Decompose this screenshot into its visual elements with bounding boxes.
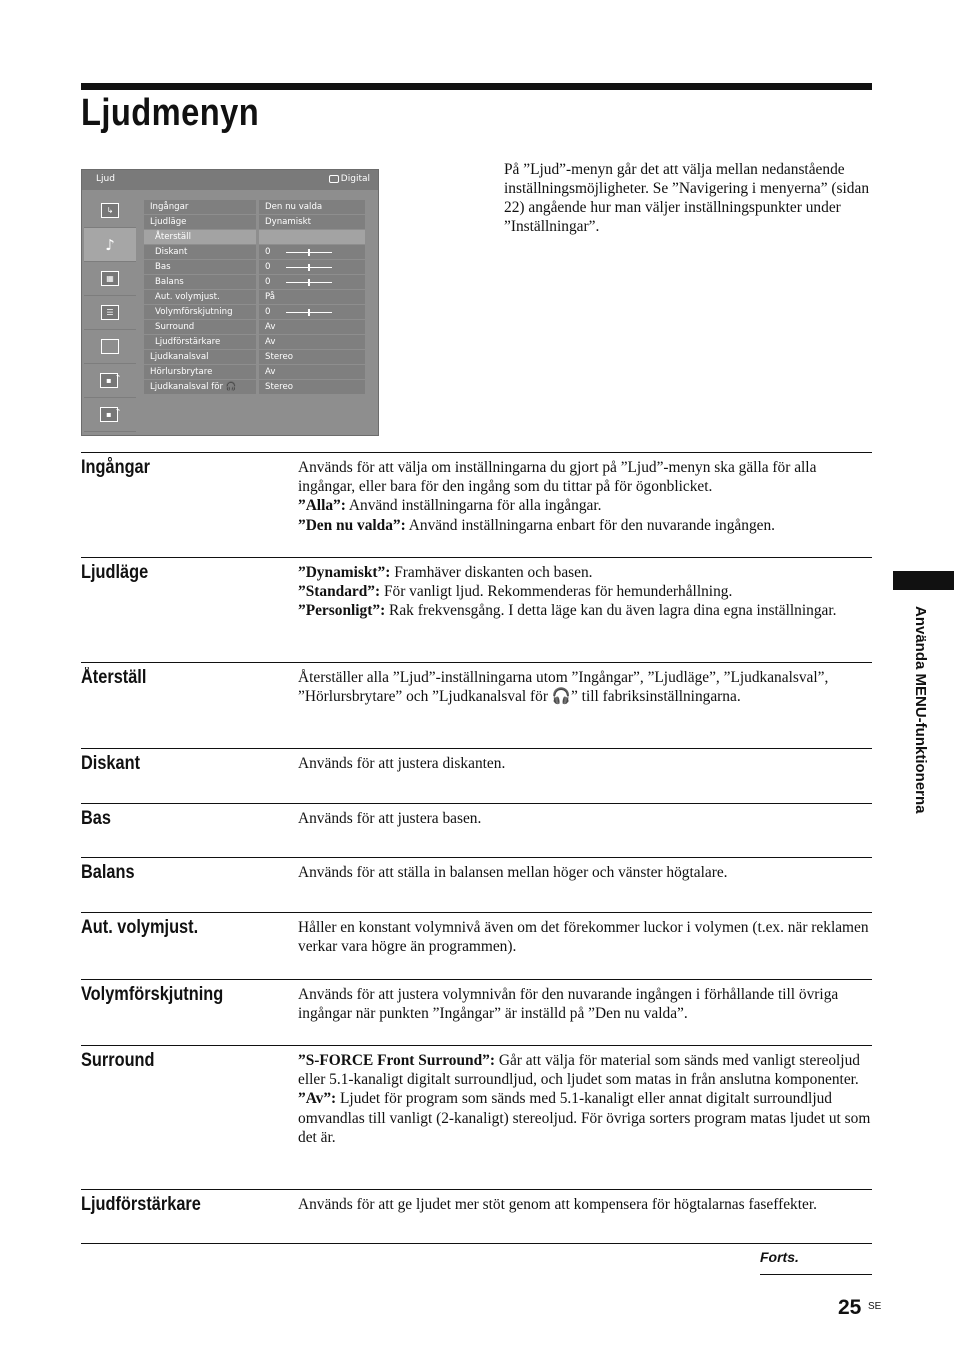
option-text: Rak frekvensgång. I detta läge kan du även lagra dina egna inställningar.	[385, 602, 837, 620]
section-rule	[81, 979, 872, 980]
section-rule	[81, 1045, 872, 1046]
description-line	[298, 985, 876, 1023]
option-text: Används för att justera basen.	[298, 810, 482, 827]
option-text: Används för att justera volymnivån för den nuvarande ingången i förhållande till övriga ingångar när punkten ”Ingångar” är inställd på ”Den nu valda”.	[298, 986, 839, 1023]
setting-term: Ingångar	[81, 457, 151, 478]
setting-term: Surround	[81, 1050, 155, 1071]
option-name: ”Personligt”:	[298, 602, 386, 620]
tv-menu-row	[144, 200, 365, 215]
tv-menu-row-value: Av	[259, 365, 365, 379]
side-tab-label: Använda MENU-funktionerna	[912, 606, 929, 814]
setting-description	[298, 1195, 876, 1214]
tv-menu-row-value: 0	[259, 275, 365, 289]
option-name: ”Dynamiskt”:	[298, 564, 391, 581]
tv-menu-row-value: Dynamiskt	[259, 215, 365, 229]
tv-menu-row-value: Stereo	[259, 350, 365, 364]
tv-menu-row-name: Ljudläge	[144, 215, 256, 229]
slider-knob	[308, 249, 310, 256]
tv-menu-row	[144, 290, 365, 305]
tv-menu-row-name: Återställ	[144, 230, 256, 244]
tv-menu-row	[144, 245, 365, 260]
tv-menu-row-name: Ljudkanalsval för 🎧	[144, 380, 256, 394]
option-name: ”Av”:	[298, 1090, 337, 1108]
setting-description	[298, 918, 876, 956]
tv-menu-row-value: Den nu valda	[259, 200, 365, 214]
tv-menu-row-name: Ingångar	[144, 200, 256, 214]
setting-description	[298, 563, 876, 621]
option-name: ”Den nu valda”:	[298, 516, 406, 534]
tv-menu-row	[144, 320, 365, 335]
tv-menu-row-value: Av	[259, 335, 365, 349]
tv-menu-row-name: Aut. volymjust.	[144, 290, 256, 304]
tv-menu-row-name: Bas	[144, 260, 256, 274]
setting-term: Ljudförstärkare	[81, 1194, 201, 1215]
option-name: ”Alla”:	[298, 497, 346, 515]
option-text: Framhäver diskanten och basen.	[390, 564, 593, 581]
tv-menu-row-name: Volymförskjutning	[144, 305, 256, 319]
option-text: Håller en konstant volymnivå även om det förekommer luckor i volymen (t.ex. när reklamen verkar vara högre än programmen).	[298, 919, 869, 956]
description-line	[298, 918, 876, 956]
slider-knob	[308, 264, 310, 271]
continued-label: Forts.	[760, 1249, 799, 1265]
tv-menu-row-value: 0	[259, 260, 365, 274]
monitor-icon	[84, 330, 136, 364]
setting-term: Ljudläge	[81, 562, 149, 583]
description-line	[298, 1195, 876, 1214]
tv-menu-row-value	[259, 230, 365, 244]
tv-menu-row	[144, 275, 365, 290]
input-icon: ↳	[84, 194, 136, 228]
description-line	[298, 668, 876, 706]
option-name: ”Standard”:	[298, 583, 381, 601]
option-text: Används för att justera diskanten.	[298, 755, 506, 772]
tv-menu-row-name: Surround	[144, 320, 256, 334]
description-line	[298, 496, 876, 515]
option-text: För vanligt ljud. Rekommenderas för hemunderhållning.	[380, 583, 733, 601]
tv-menu-row-value: På	[259, 290, 365, 304]
description-line	[298, 458, 876, 496]
tv-menu-header	[82, 170, 378, 190]
continued-rule	[760, 1274, 872, 1275]
description-line	[298, 563, 876, 582]
settings-list-icon: ☰	[84, 296, 136, 330]
option-text: Använd inställningarna enbart för den nuvarande ingången.	[405, 516, 776, 534]
tv-menu-row	[144, 380, 365, 395]
tv-menu-row	[144, 365, 365, 380]
tv-menu-row-name: Hörlursbrytare	[144, 365, 256, 379]
section-rule	[81, 748, 872, 749]
page-suffix: SE	[868, 1301, 882, 1312]
section-rule	[81, 857, 872, 858]
description-line	[298, 809, 876, 828]
option-name: ”S-FORCE Front Surround”:	[298, 1052, 495, 1069]
tv-menu-row-name: Ljudförstärkare	[144, 335, 256, 349]
description-line	[298, 516, 876, 535]
option-text: Använd inställningarna för alla ingångar.	[345, 497, 602, 515]
tv-menu-title: Ljud	[96, 174, 115, 184]
description-line	[298, 1089, 876, 1147]
option-text: Återställer alla ”Ljud”-inställningarna utom ”Ingångar”, ”Ljudläge”, ”Ljudkanalsval”, ”Hörlursbrytare” och ”Ljudkanalsval för 🎧” till fabriksinställningarna.	[298, 669, 829, 706]
description-line	[298, 601, 876, 620]
tv-menu-screenshot	[81, 169, 379, 436]
section-rule	[81, 452, 872, 453]
tv-menu-row	[144, 350, 365, 365]
tv-menu-sidebar	[84, 194, 136, 434]
av-icon: ▪ ⌁	[84, 398, 136, 432]
setting-description	[298, 458, 876, 535]
setting-term: Volymförskjutning	[81, 984, 224, 1005]
tv-menu-row-value: Av	[259, 320, 365, 334]
option-text: Går att välja för material som sänds med vanligt stereoljud eller 5.1-kanaligt digitalt surroundljud, och ljudet som matas in från anslutna komponenter.	[298, 1052, 860, 1089]
description-line	[298, 863, 876, 882]
setting-description	[298, 809, 876, 828]
side-tab-marker	[893, 571, 954, 590]
description-line	[298, 754, 876, 773]
section-rule	[81, 912, 872, 913]
section-rule	[81, 1243, 872, 1244]
description-line	[298, 1051, 876, 1089]
tv-menu-row	[144, 335, 365, 350]
music-note-icon: ♪	[84, 228, 136, 262]
setting-term: Diskant	[81, 753, 141, 774]
setting-description	[298, 668, 876, 706]
tv-menu-row	[144, 230, 365, 245]
tv-menu-row-value: 0	[259, 245, 365, 259]
option-text: Används för att ge ljudet mer stöt genom att kompensera för högtalarnas faseffekter.	[298, 1196, 817, 1213]
option-text: Används för att välja om inställningarna du gjort på ”Ljud”-menyn ska gälla för alla ingångar, eller bara för den ingång som du tittar på för ögonblicket.	[298, 459, 817, 496]
section-rule	[81, 1189, 872, 1190]
page-number: 25	[838, 1296, 862, 1319]
tv-menu-row	[144, 260, 365, 275]
intro-text: På ”Ljud”-menyn går det att välja mellan nedanstående inställningsmöjligheter. Se ”Navigering i menyerna” (sidan 22) angående hur man väljer inställningspunkter under ”Inställningar”.	[504, 161, 870, 235]
tv-menu-row-value: 0	[259, 305, 365, 319]
tv-menu-row-name: Diskant	[144, 245, 256, 259]
setting-description	[298, 754, 876, 773]
setting-term: Bas	[81, 808, 111, 829]
setting-description	[298, 863, 876, 882]
pc-icon: ▪ ⌁	[84, 364, 136, 398]
picture-grid-icon: ▦	[84, 262, 136, 296]
slider-knob	[308, 309, 310, 316]
section-rule	[81, 557, 872, 558]
tv-menu-row	[144, 215, 365, 230]
setting-term: Aut. volymjust.	[81, 917, 199, 938]
description-line	[298, 582, 876, 601]
tv-menu-source: Digital	[329, 174, 370, 184]
tv-menu-row-value: Stereo	[259, 380, 365, 394]
page-title: Ljudmenyn	[81, 92, 260, 134]
slider-knob	[308, 279, 310, 286]
tv-menu-row-name: Ljudkanalsval	[144, 350, 256, 364]
section-rule	[81, 803, 872, 804]
input-source-icon	[329, 175, 339, 183]
setting-description	[298, 985, 876, 1023]
section-rule	[81, 662, 872, 663]
setting-description	[298, 1051, 876, 1147]
tv-menu-row-name: Balans	[144, 275, 256, 289]
tv-menu-row	[144, 305, 365, 320]
option-text: Används för att ställa in balansen mellan höger och vänster högtalare.	[298, 864, 728, 881]
title-bar-rule	[81, 83, 872, 90]
tv-menu-rows	[144, 200, 365, 395]
setting-term: Balans	[81, 862, 135, 883]
setting-term: Återställ	[81, 667, 147, 688]
option-text: Ljudet för program som sänds med 5.1-kanaligt eller annat digitalt surroundljud omvandlas till vanligt (2-kanaligt) stereoljud. För övriga sorters program matas ljudet ut som det är.	[298, 1090, 871, 1146]
